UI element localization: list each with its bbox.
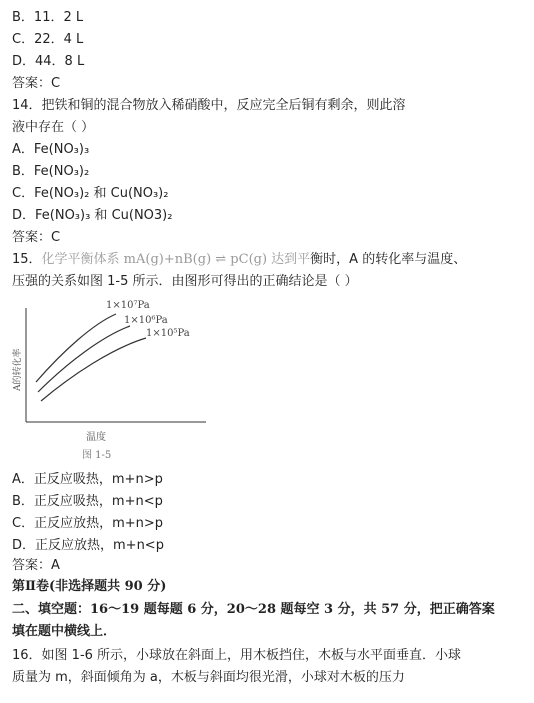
option-a-15: A．正反应吸热，m+n>p bbox=[12, 472, 163, 487]
fill-in-instructions-line1: 二、填空题：16～19 题每题 6 分，20～28 题每空 3 分，共 57 分，把正确答案 bbox=[12, 602, 495, 617]
curve-label-1e6: 1×10⁶Pa bbox=[124, 315, 168, 326]
y-axis-label: A的转化率 bbox=[13, 348, 23, 391]
question-15-number: 15． bbox=[12, 252, 42, 267]
option-b-14: B．Fe(NO₃)₂ bbox=[12, 164, 90, 179]
answer-13: 答案：C bbox=[12, 76, 61, 91]
x-axis-label: 温度 bbox=[86, 432, 106, 443]
curve-1e7pa bbox=[36, 314, 116, 382]
option-d-14: D．Fe(NO₃)₃ 和 Cu(NO3)₂ bbox=[12, 208, 173, 223]
option-d-13: D．44．8 L bbox=[12, 54, 85, 69]
option-c-13: C．22．4 L bbox=[12, 32, 84, 47]
curve-label-1e7: 1×10⁷Pa bbox=[106, 300, 150, 311]
curve-1e5pa bbox=[41, 338, 146, 401]
option-d-15: D．正反应放热，m+n<p bbox=[12, 538, 164, 553]
figure-1-5 bbox=[8, 296, 218, 466]
option-b-13: B．11．2 L bbox=[12, 10, 84, 25]
question-15-equation: 化学平衡体系 mA(g)+nB(g) ⇌ pC(g) 达到平 bbox=[41, 252, 311, 267]
answer-14: 答案：C bbox=[12, 230, 61, 245]
question-15-line2: 压强的关系如图 1-5 所示．由图形可得出的正确结论是（ ） bbox=[12, 274, 358, 289]
option-c-15: C．正反应放热，m+n>p bbox=[12, 516, 164, 531]
option-a-14: A．Fe(NO₃)₃ bbox=[12, 142, 90, 157]
question-14-line2: 液中存在（ ） bbox=[12, 120, 95, 135]
curve-label-1e5: 1×10⁵Pa bbox=[146, 328, 190, 339]
figure-caption: 图 1-5 bbox=[82, 450, 112, 461]
fill-in-instructions-line2: 填在题中横线上． bbox=[12, 624, 117, 639]
question-15-text: 衡时，A 的转化率与温度、 bbox=[310, 252, 467, 267]
question-16-line1: 16．如图 1-6 所示，小球放在斜面上，用木板挡住，木板与水平面垂直．小球 bbox=[12, 648, 462, 663]
option-b-15: B．正反应吸热，m+n<p bbox=[12, 494, 163, 509]
question-14-line1: 14．把铁和铜的混合物放入稀硝酸中，反应完全后铜有剩余，则此溶 bbox=[12, 98, 406, 113]
question-15-line1 bbox=[12, 250, 466, 270]
section-2-title: 第Ⅱ卷(非选择题共 90 分) bbox=[12, 579, 167, 594]
answer-15: 答案：A bbox=[12, 558, 60, 573]
curve-1e6pa bbox=[38, 326, 130, 392]
option-c-14: C．Fe(NO₃)₂ 和 Cu(NO₃)₂ bbox=[12, 186, 169, 201]
question-16-line2: 质量为 m，斜面倾角为 a，木板与斜面均很光滑，小球对木板的压力 bbox=[12, 670, 405, 685]
